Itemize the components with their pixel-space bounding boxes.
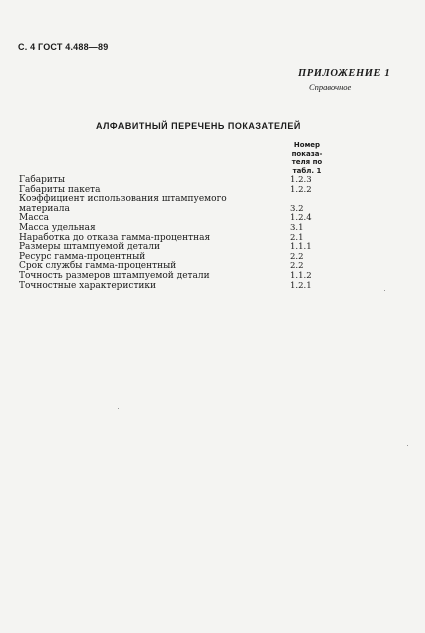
appendix-title: ПРИЛОЖЕНИЕ 1 xyxy=(298,68,391,79)
page-header: С. 4 ГОСТ 4.488—89 xyxy=(18,42,109,52)
scan-speck xyxy=(118,408,119,409)
column-header-line: Номер xyxy=(293,141,321,149)
index-ref: 2.2 xyxy=(290,251,304,262)
index-term: Коэффициент использования штампуемого материала xyxy=(19,194,227,214)
index-ref: 1.1.1 xyxy=(290,242,312,253)
index-term: Масса удельная xyxy=(19,222,96,233)
scan-speck xyxy=(407,445,408,446)
index-term: Габариты xyxy=(19,175,66,185)
column-header-line: теля по xyxy=(291,158,323,166)
index-term: Размеры штампуемой детали xyxy=(19,242,160,253)
appendix-subtitle: Справочное xyxy=(309,82,352,92)
index-ref: 1.1.2 xyxy=(290,270,312,281)
document-title: АЛФАВИТНЫЙ ПЕРЕЧЕНЬ ПОКАЗАТЕЛЕЙ xyxy=(96,121,301,131)
column-header xyxy=(287,141,327,175)
index-term: Габариты пакета xyxy=(19,184,101,195)
index-ref: 3.1 xyxy=(290,222,304,233)
index-list xyxy=(19,176,339,291)
scan-speck xyxy=(384,290,385,291)
index-row xyxy=(19,282,339,292)
index-term: Точностные характеристики xyxy=(19,280,157,291)
index-term: Срок службы гамма-процентный xyxy=(19,261,177,272)
index-term: Масса xyxy=(19,213,50,224)
index-term: Наработка до отказа гамма-процентная xyxy=(19,232,211,243)
index-row xyxy=(19,195,339,214)
index-ref: 2.2 xyxy=(290,261,304,272)
index-ref: 1.2.4 xyxy=(290,213,312,224)
index-ref: 1.2.3 xyxy=(290,175,312,185)
index-ref: 3.2 xyxy=(290,203,304,214)
index-term: Ресурс гамма-процентный xyxy=(19,251,146,262)
index-ref: 1.2.2 xyxy=(290,184,312,195)
column-header-line: показа- xyxy=(291,149,323,158)
index-ref: 2.1 xyxy=(290,232,304,243)
index-term: Точность размеров штампуемой детали xyxy=(19,270,210,281)
column-header-line: табл. 1 xyxy=(292,166,322,175)
index-ref: 1.2.1 xyxy=(290,280,312,291)
